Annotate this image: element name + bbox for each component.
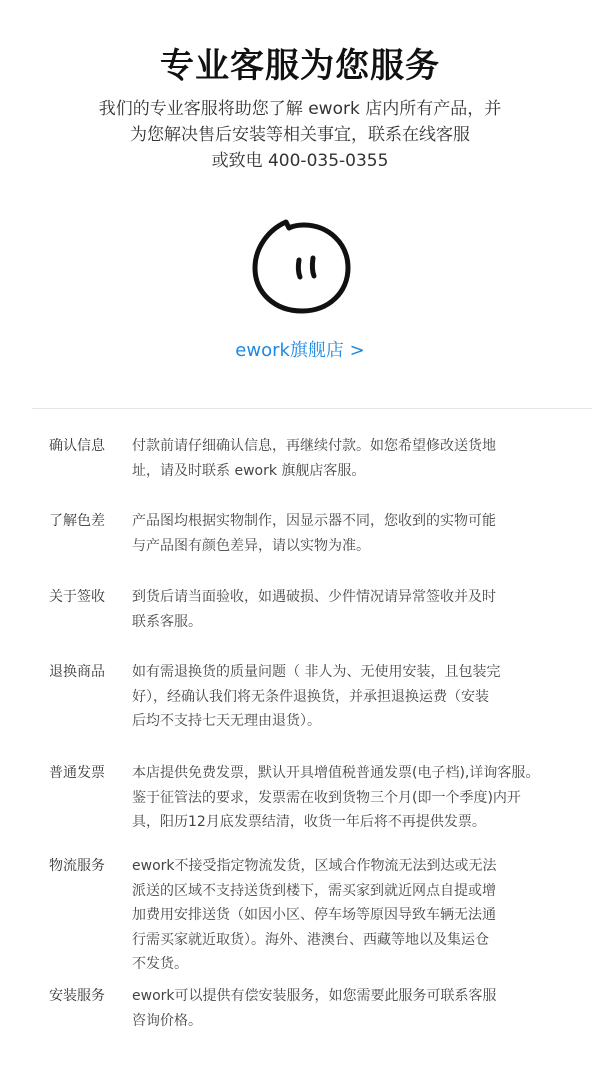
note-line: ework可以提供有偿安装服务，如您需要此服务可联系客服 bbox=[132, 988, 497, 1004]
note-body bbox=[132, 434, 562, 483]
note-line: 付款前请仔细确认信息，再继续付款。如您希望修改送货地 bbox=[132, 438, 496, 454]
note-line: 行需买家就近取货）。海外、港澳台、西藏等地以及集运仓 bbox=[132, 931, 489, 948]
note-line: 具，阳历12月底发票结清，收货一年后将不再提供发票。 bbox=[132, 814, 486, 830]
intro-line: 我们的专业客服将助您了解 ework 店内所有产品，并 bbox=[98, 99, 502, 119]
note-label: 确认信息 bbox=[49, 438, 105, 454]
intro-line: 或致电 400-035-0355 bbox=[211, 151, 389, 171]
note-label: 普通发票 bbox=[49, 765, 105, 781]
store-link[interactable]: ework旗舰店 > bbox=[235, 340, 365, 361]
note-line: 鉴于征管法的要求，发票需在收到货物三个月(即一个季度)内开 bbox=[132, 789, 521, 806]
note-body bbox=[132, 585, 562, 634]
note-label: 关于签收 bbox=[49, 589, 105, 605]
note-label: 物流服务 bbox=[49, 858, 105, 874]
note-label: 安装服务 bbox=[49, 988, 105, 1004]
divider bbox=[32, 408, 592, 409]
note-line: 址，请及时联系 ework 旗舰店客服。 bbox=[132, 462, 366, 479]
note-body bbox=[132, 854, 562, 977]
page-title: 专业客服为您服务 bbox=[160, 46, 440, 86]
note-line: 到货后请当面验收，如遇破损、少件情况请异常签收并及时 bbox=[132, 589, 496, 605]
note-line: 联系客服。 bbox=[132, 613, 202, 630]
note-label: 了解色差 bbox=[49, 513, 105, 529]
note-line: 加费用安排送货（如因小区、停车场等原因导致车辆无法通 bbox=[132, 907, 496, 923]
note-line: 与产品图有颜色差异，请以实物为准。 bbox=[132, 537, 370, 554]
note-line: 本店提供免费发票，默认开具增值税普通发票(电子档),详询客服。 bbox=[132, 765, 540, 781]
intro-line: 为您解决售后安装等相关事宜，联系在线客服 bbox=[130, 125, 470, 145]
note-label: 退换商品 bbox=[49, 664, 105, 680]
note-body bbox=[132, 660, 562, 734]
note-line: 后均不支持七天无理由退货）。 bbox=[132, 713, 321, 729]
note-line: 如有需退换货的质量问题（ 非人为、无使用安装，且包装完 bbox=[132, 664, 501, 680]
note-line: 产品图均根据实物制作，因显示器不同，您收到的实物可能 bbox=[132, 513, 496, 529]
note-line: 咨询价格。 bbox=[132, 1012, 202, 1029]
note-line: 派送的区域不支持送货到楼下，需买家到就近网点自提或增 bbox=[132, 882, 496, 899]
note-body bbox=[132, 984, 562, 1033]
note-line: ework不接受指定物流发货，区域合作物流无法到达或无法 bbox=[132, 858, 497, 874]
note-body bbox=[132, 761, 562, 835]
note-line: 好），经确认我们将无条件退换货，并承担退换运费（安装 bbox=[132, 688, 489, 705]
chat-bubble-icon bbox=[250, 216, 354, 316]
note-line: 不发货。 bbox=[132, 956, 188, 972]
intro-text bbox=[60, 96, 540, 174]
note-body bbox=[132, 509, 562, 558]
